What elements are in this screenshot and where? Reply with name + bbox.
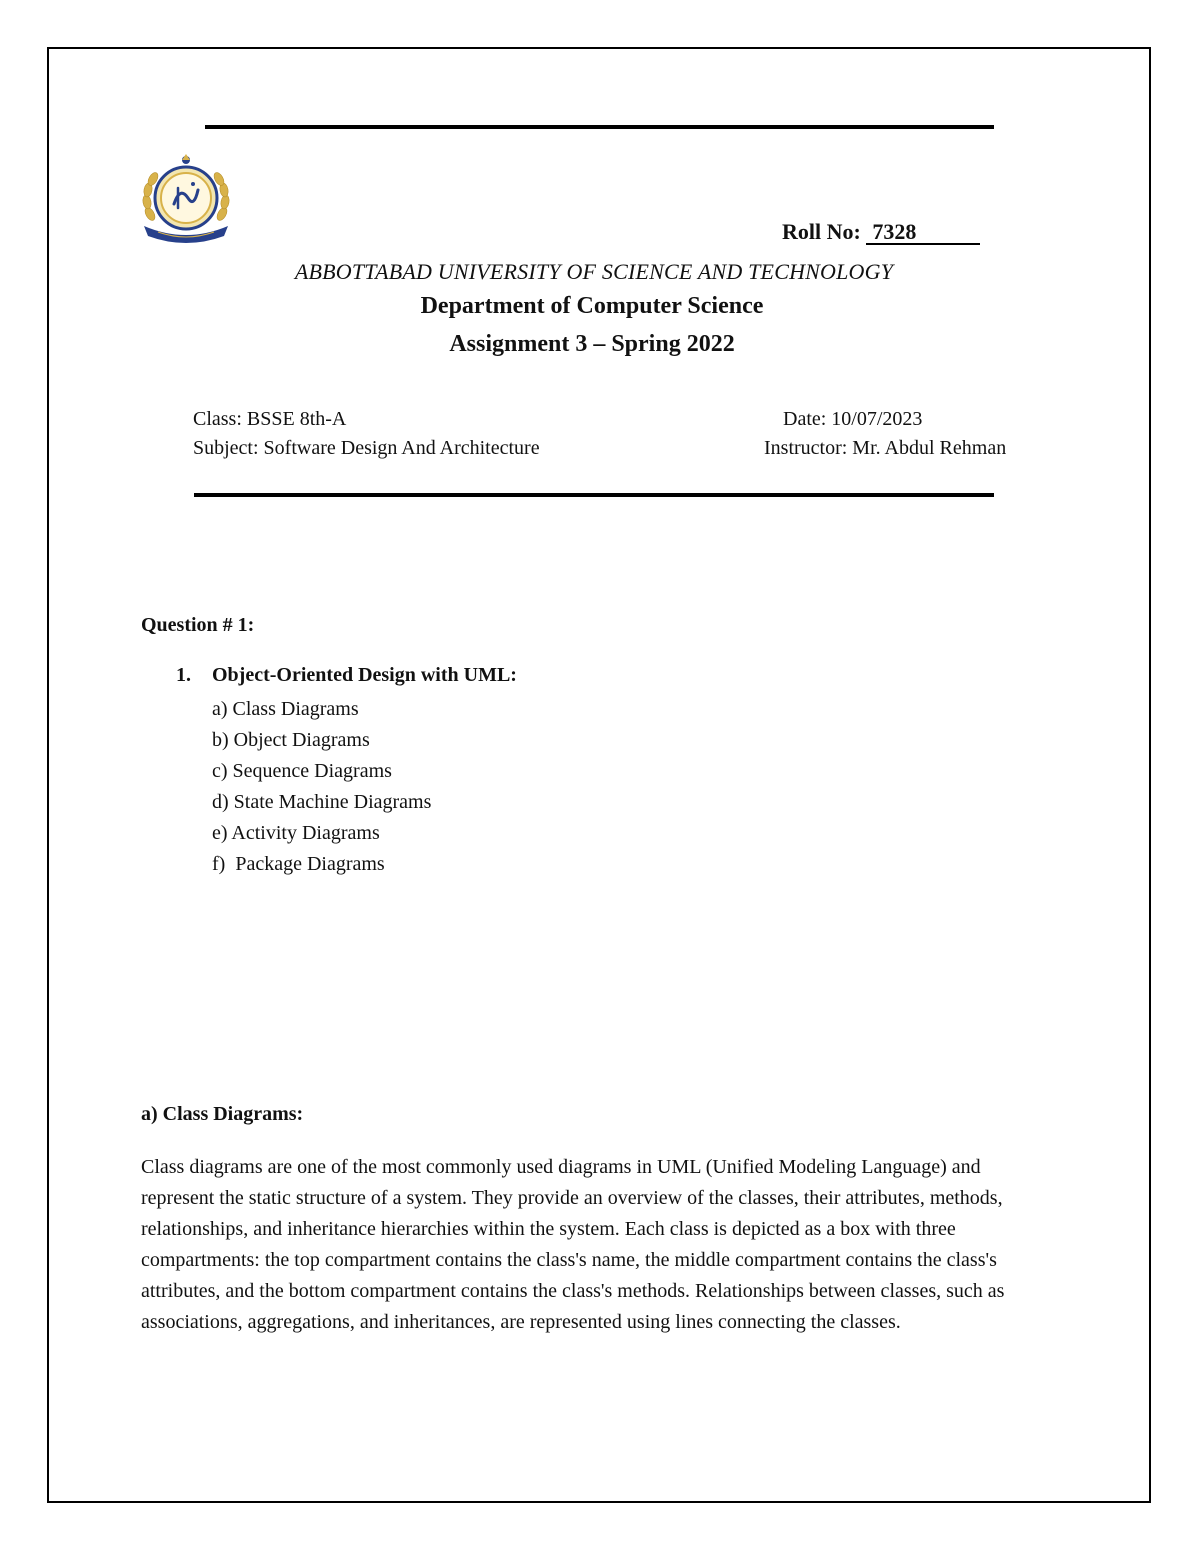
roll-value: 7328 [866,221,980,245]
department-name: Department of Computer Science [420,293,764,319]
list-item: a) Class Diagrams [212,698,359,720]
university-seal-icon [138,152,234,244]
list-item: f) Package Diagrams [212,853,385,875]
topic-list [212,694,431,880]
university-name: ABBOTTABAD UNIVERSITY OF SCIENCE AND TECHNOLOGY [294,259,894,284]
list-item: d) State Machine Diagrams [212,791,432,813]
list-item: c) Sequence Diagrams [212,760,392,782]
section-heading: a) Class Diagrams: [141,1103,304,1125]
top-rule [205,125,994,129]
list-item: b) Object Diagrams [212,729,370,751]
assignment-title: Assignment 3 – Spring 2022 [449,331,735,357]
subject-info: Subject: Software Design And Architecture [193,437,540,459]
list-item: e) Activity Diagrams [212,822,380,844]
topic-title: Object-Oriented Design with UML: [212,664,517,686]
bottom-rule [194,493,994,497]
topic-heading [176,664,517,687]
topic-number: 1. [176,664,191,686]
date-info: Date: 10/07/2023 [783,408,923,430]
question-heading: Question # 1: [141,614,255,636]
instructor-info: Instructor: Mr. Abdul Rehman [764,437,1007,459]
body-paragraph: Class diagrams are one of the most commonly used diagrams in UML (Unified Modeling Language) and represent the static structure of a system. They provide an overview of the classes, their attributes, methods, relationships, and inheritance hierarchies within the system. Each class is depicted as a box with three compartments: the top compartment contains the class's name, the middle compartment contains the class's attributes, and the bottom compartment contains the class's methods. Relationships between classes, such as associations, aggregations, and inheritances, are represented using lines connecting the classes. [141,1156,1005,1333]
roll-label: Roll No: [782,219,861,244]
roll-number [782,219,980,245]
class-info: Class: BSSE 8th-A [193,408,347,430]
